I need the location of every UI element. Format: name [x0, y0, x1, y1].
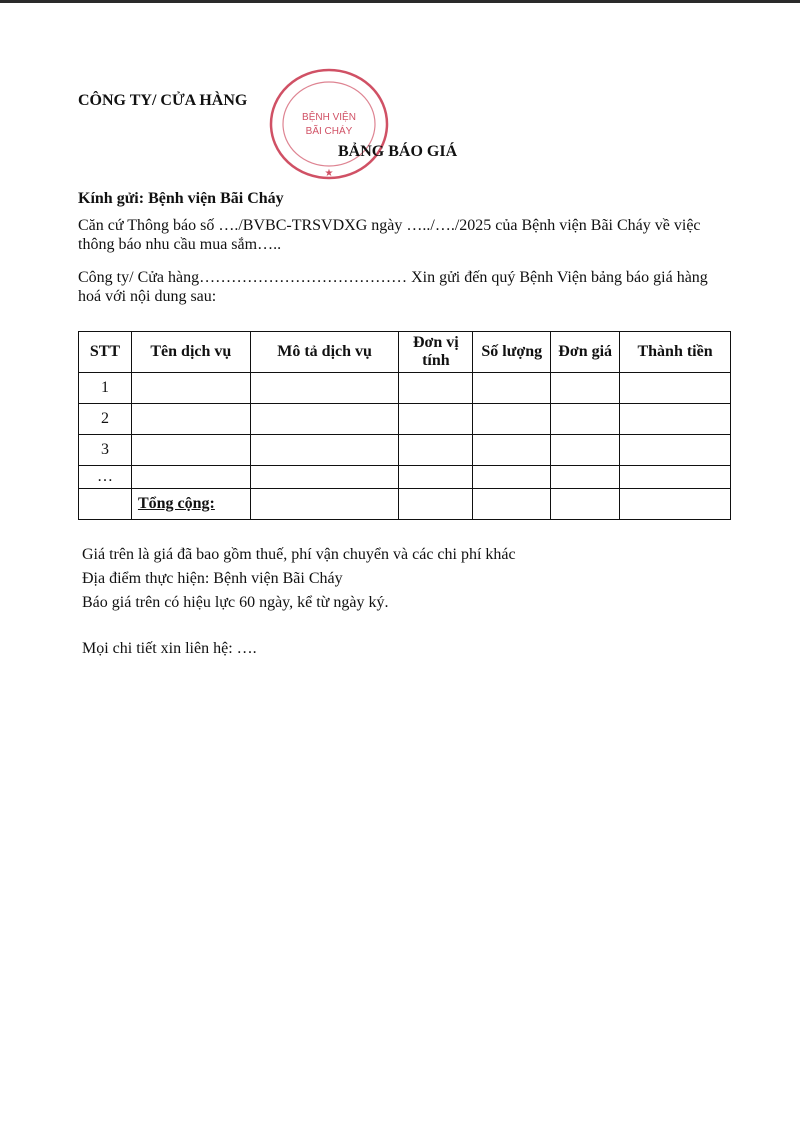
table-cell [473, 489, 551, 520]
table-row [79, 466, 731, 489]
table-row [79, 373, 731, 404]
header-unit: Đơn vị tính [399, 332, 473, 373]
table-cell [473, 404, 551, 435]
note-validity: Báo giá trên có hiệu lực 60 ngày, kể từ ngày ký. [82, 594, 389, 611]
table-cell [473, 435, 551, 466]
table-row [79, 435, 731, 466]
table-cell [399, 489, 473, 520]
table-cell [250, 373, 399, 404]
header-unit-price: Đơn giá [551, 332, 620, 373]
stamp-line1: BỆNH VIỆN [302, 112, 356, 123]
table-cell [620, 404, 731, 435]
header-quantity: Số lượng [473, 332, 551, 373]
table-cell [250, 466, 399, 489]
table-cell [551, 404, 620, 435]
table-cell [473, 466, 551, 489]
header-service-description: Mô tả dịch vụ [250, 332, 399, 373]
paragraph-intro: Công ty/ Cửa hàng………………………………… Xin gửi đến quý Bệnh Viện bảng báo giá hàng hoá với nội dung sau: [78, 269, 708, 305]
table-cell [620, 435, 731, 466]
table-cell [551, 373, 620, 404]
table-cell [620, 466, 731, 489]
row-stt: 1 [79, 373, 132, 404]
table-cell [399, 404, 473, 435]
table-cell [620, 373, 731, 404]
table-cell [131, 373, 250, 404]
stamp-star-icon: ★ [324, 168, 334, 179]
paragraph-reference: Căn cứ Thông báo số …./BVBC-TRSVDXG ngày …../…./2025 của Bệnh viện Bãi Cháy về việc thông báo nhu cầu mua sắm….. [78, 217, 701, 253]
header-amount: Thành tiền [620, 332, 731, 373]
table-total-row [79, 489, 731, 520]
table-cell [620, 489, 731, 520]
table-cell [399, 435, 473, 466]
page-title: BẢNG BÁO GIÁ [338, 143, 458, 160]
table-cell [399, 373, 473, 404]
table-cell [399, 466, 473, 489]
company-label: CÔNG TY/ CỬA HÀNG [78, 92, 248, 109]
row-stt: … [79, 466, 132, 489]
table-cell [131, 435, 250, 466]
table-cell [551, 466, 620, 489]
note-location: Địa điểm thực hiện: Bệnh viện Bãi Cháy [82, 570, 343, 587]
table-cell [250, 435, 399, 466]
row-stt: 2 [79, 404, 132, 435]
total-label: Tổng cộng: [131, 489, 250, 520]
table-header-row [79, 332, 731, 373]
scan-top-edge [0, 0, 800, 3]
hospital-stamp [264, 64, 394, 186]
table-cell [79, 489, 132, 520]
quote-table [78, 331, 731, 520]
header-service-name: Tên dịch vụ [131, 332, 250, 373]
table-cell [131, 466, 250, 489]
table-row [79, 404, 731, 435]
table-cell [551, 435, 620, 466]
note-price-includes: Giá trên là giá đã bao gồm thuế, phí vận chuyển và các chi phí khác [82, 546, 516, 563]
header-stt: STT [79, 332, 132, 373]
table-cell [250, 489, 399, 520]
table-cell [551, 489, 620, 520]
table-cell [473, 373, 551, 404]
greeting: Kính gửi: Bệnh viện Bãi Cháy [78, 190, 284, 207]
row-stt: 3 [79, 435, 132, 466]
table-cell [250, 404, 399, 435]
table-cell [131, 404, 250, 435]
stamp-line2: BÃI CHÁY [305, 126, 353, 137]
note-contact: Mọi chi tiết xin liên hệ: …. [82, 640, 257, 657]
